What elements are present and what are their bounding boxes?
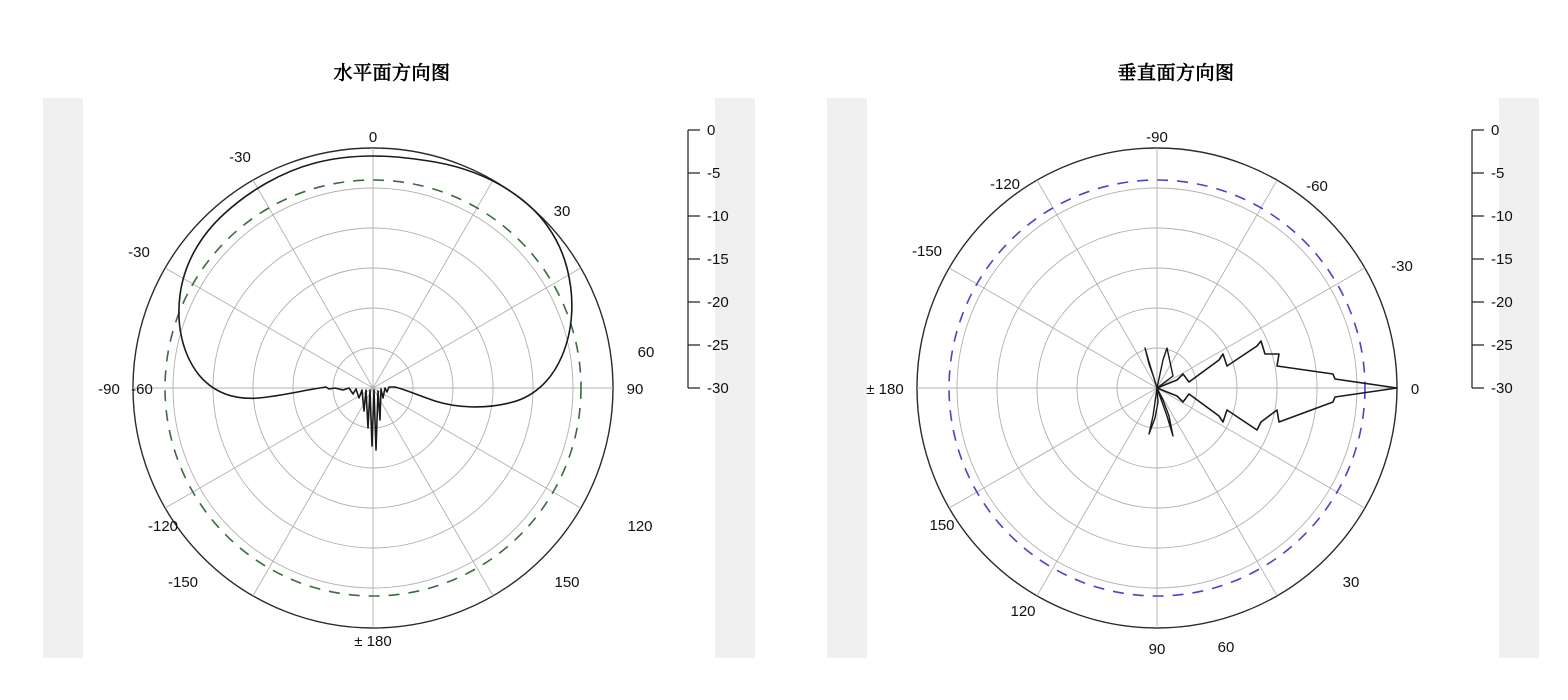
svg-text:90: 90 xyxy=(1148,641,1166,658)
svg-text:150: 150 xyxy=(554,574,580,591)
svg-text:-90: -90 xyxy=(98,381,120,398)
svg-text:-15: -15 xyxy=(1491,251,1513,268)
svg-text:-60: -60 xyxy=(131,381,153,398)
svg-text:-90: -90 xyxy=(1146,129,1168,146)
chart-title-horizontal: 水平面方向图 xyxy=(333,63,451,84)
svg-text:-30: -30 xyxy=(707,380,729,397)
svg-text:30: 30 xyxy=(1342,574,1360,591)
radial-scale-right xyxy=(1472,122,1513,397)
svg-text:150: 150 xyxy=(929,517,955,534)
svg-text:-120: -120 xyxy=(989,176,1021,193)
chart-panel-vertical xyxy=(784,0,1568,700)
svg-text:-120: -120 xyxy=(147,518,179,535)
svg-text:-10: -10 xyxy=(707,208,729,225)
svg-text:-30: -30 xyxy=(128,244,150,261)
svg-text:-150: -150 xyxy=(911,243,943,260)
polar-plot-horizontal xyxy=(43,98,755,658)
chart-title-vertical: 垂直面方向图 xyxy=(1117,63,1235,84)
svg-text:0: 0 xyxy=(1491,122,1500,139)
svg-text:-20: -20 xyxy=(707,294,729,311)
svg-text:120: 120 xyxy=(1010,603,1036,620)
svg-text:30: 30 xyxy=(553,203,571,220)
svg-text:-30: -30 xyxy=(229,149,251,166)
svg-text:0: 0 xyxy=(368,129,378,146)
radial-scale-left xyxy=(688,122,729,397)
svg-text:-10: -10 xyxy=(1491,208,1513,225)
svg-text:± 180: ± 180 xyxy=(866,381,904,398)
svg-text:-25: -25 xyxy=(707,337,729,354)
polar-grid-left xyxy=(133,148,613,628)
svg-text:60: 60 xyxy=(1217,639,1235,656)
svg-text:-60: -60 xyxy=(1306,178,1328,195)
svg-text:-5: -5 xyxy=(707,165,721,182)
svg-text:-20: -20 xyxy=(1491,294,1513,311)
svg-text:90: 90 xyxy=(626,381,644,398)
svg-text:-5: -5 xyxy=(1491,165,1505,182)
svg-text:-30: -30 xyxy=(1491,380,1513,397)
svg-text:-30: -30 xyxy=(1391,258,1413,275)
svg-text:-15: -15 xyxy=(707,251,729,268)
polar-plot-vertical xyxy=(827,98,1539,658)
svg-text:-150: -150 xyxy=(167,574,199,591)
svg-text:60: 60 xyxy=(637,344,655,361)
svg-text:0: 0 xyxy=(707,122,716,139)
svg-text:0: 0 xyxy=(1410,381,1420,398)
svg-text:120: 120 xyxy=(627,518,653,535)
svg-text:-25: -25 xyxy=(1491,337,1513,354)
svg-text:± 180: ± 180 xyxy=(354,633,392,650)
